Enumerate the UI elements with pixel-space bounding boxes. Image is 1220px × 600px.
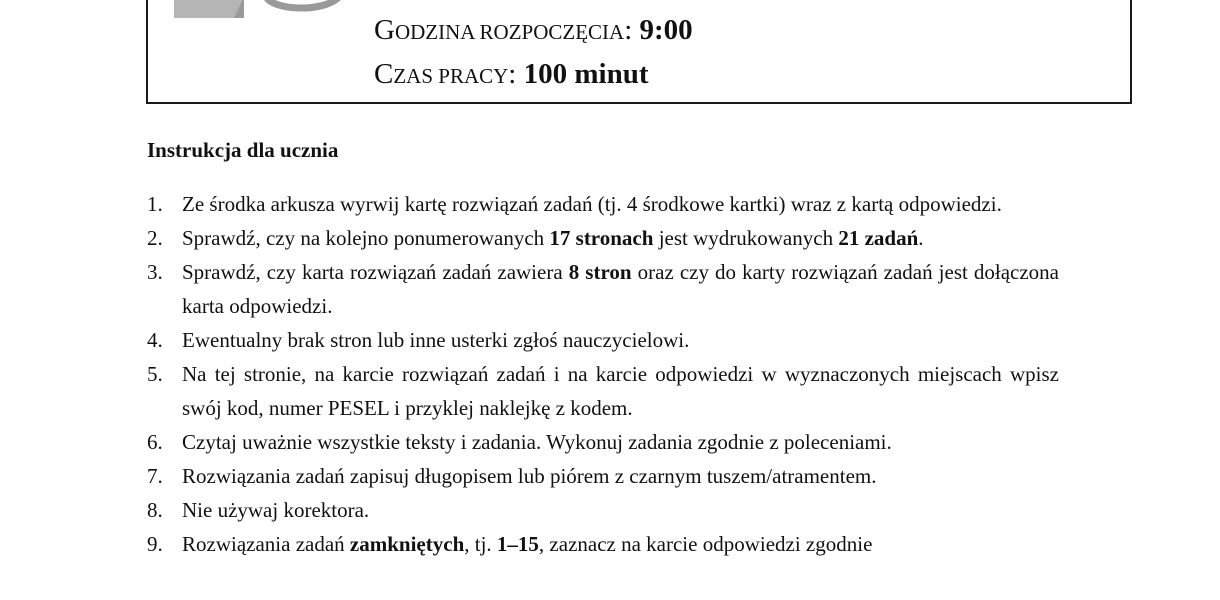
start-time-label-initial: G bbox=[374, 14, 395, 46]
instruction-item bbox=[147, 493, 1059, 527]
instruction-text: Ewentualny brak stron lub inne usterki zgłoś nauczycielowi. bbox=[182, 328, 690, 352]
instruction-number: 3. bbox=[147, 260, 163, 284]
instruction-text: , zaznacz na karcie odpowiedzi zgodnie bbox=[538, 532, 873, 556]
duration-line bbox=[374, 58, 649, 91]
instruction-number: 9. bbox=[147, 532, 163, 556]
instruction-text: . bbox=[918, 226, 924, 250]
instruction-text: , tj. bbox=[464, 532, 497, 556]
instruction-text: Sprawdź, czy karta rozwiązań zadań zawiera bbox=[182, 260, 569, 284]
instructions-heading: Instrukcja dla ucznia bbox=[147, 138, 339, 162]
instruction-bold-text: 17 stronach bbox=[549, 226, 654, 250]
instruction-item bbox=[147, 527, 1059, 561]
instructions-list bbox=[147, 187, 1059, 561]
instruction-bold-text: 1–15 bbox=[496, 532, 539, 556]
duration-value: 100 minut bbox=[523, 58, 649, 90]
instruction-bold-text: zamkniętych bbox=[349, 532, 465, 556]
instruction-item bbox=[147, 459, 1059, 493]
exam-logo-icon bbox=[174, 0, 354, 24]
instruction-number: 5. bbox=[147, 362, 163, 386]
start-time-value: 9:00 bbox=[639, 14, 693, 46]
instruction-text: Czytaj uważnie wszystkie teksty i zadania. Wykonuj zadania zgodnie z poleceniami. bbox=[182, 430, 892, 454]
instruction-bold-text: 8 stron bbox=[568, 260, 632, 284]
exam-header-box bbox=[146, 0, 1132, 104]
duration-colon: : bbox=[508, 58, 517, 90]
start-time-colon: : bbox=[624, 14, 633, 46]
instruction-number: 4. bbox=[147, 328, 163, 352]
instruction-number: 8. bbox=[147, 498, 163, 522]
instruction-text: Na tej stronie, na karcie rozwiązań zadań i na karcie odpowiedzi w wyznaczonych miejscach wpisz swój kod, numer PESEL i przyklej naklejkę z kodem. bbox=[182, 362, 1059, 420]
instruction-item bbox=[147, 323, 1059, 357]
instruction-item bbox=[147, 425, 1059, 459]
instruction-item bbox=[147, 255, 1059, 323]
instruction-item bbox=[147, 187, 1059, 221]
instruction-number: 6. bbox=[147, 430, 163, 454]
instruction-text: Rozwiązania zadań bbox=[182, 532, 350, 556]
duration-label-initial: C bbox=[374, 58, 394, 90]
instruction-text: Nie używaj korektora. bbox=[182, 498, 370, 522]
instruction-item bbox=[147, 221, 1059, 255]
instruction-item bbox=[147, 357, 1059, 425]
start-time-label: ODZINA ROZPOCZĘCIA bbox=[394, 20, 625, 44]
instruction-text: Ze środka arkusza wyrwij kartę rozwiązań zadań (tj. 4 środkowe kartki) wraz z kartą odpowiedzi. bbox=[182, 192, 1002, 216]
instruction-number: 7. bbox=[147, 464, 163, 488]
instruction-text: Sprawdź, czy na kolejno ponumerowanych bbox=[182, 226, 550, 250]
instruction-bold-text: 21 zadań bbox=[838, 226, 919, 250]
start-time-line bbox=[374, 14, 693, 47]
instruction-text: Rozwiązania zadań zapisuj długopisem lub piórem z czarnym tuszem/atramentem. bbox=[182, 464, 877, 488]
instruction-number: 2. bbox=[147, 226, 163, 250]
instruction-text: oraz czy do karty rozwiązań zadań jest dołączona karta odpowiedzi. bbox=[182, 260, 1059, 318]
duration-label: ZAS PRACY bbox=[393, 64, 509, 88]
instruction-text: jest wydrukowanych bbox=[653, 226, 839, 250]
instruction-number: 1. bbox=[147, 192, 163, 216]
